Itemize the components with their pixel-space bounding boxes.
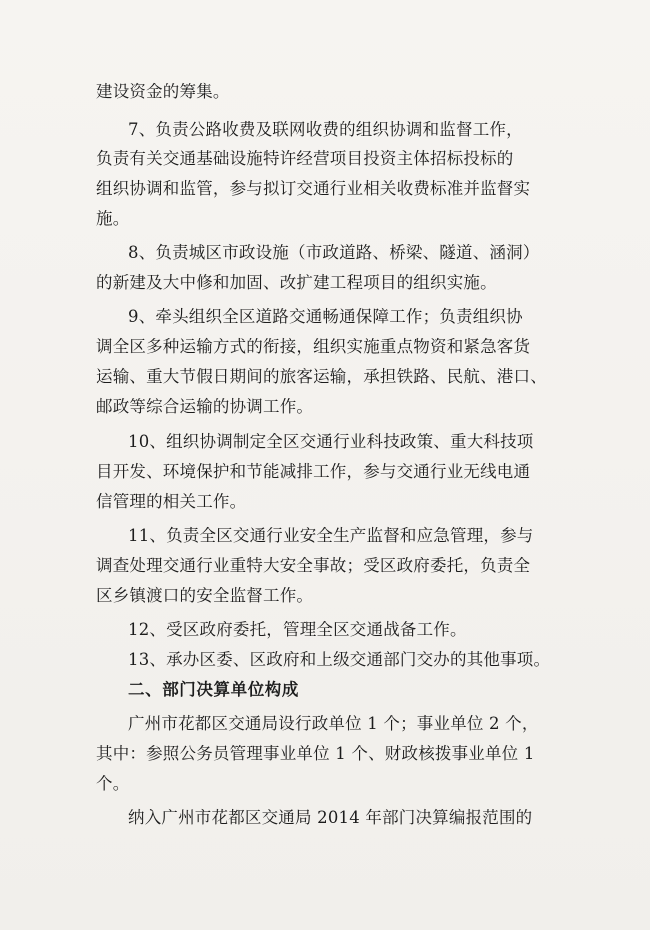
text-line: 10、组织协调制定全区交通行业科技政策、重大科技项 (128, 432, 534, 451)
text-line: 运输、重大节假日期间的旅客运输，承担铁路、民航、港口、 (96, 367, 547, 386)
text-line: 的新建及大中修和加固、改扩建工程项目的组织实施。 (96, 273, 497, 292)
text-line: 13、承办区委、区政府和上级交通部门交办的其他事项。 (128, 650, 551, 669)
text-line: 负责有关交通基础设施特许经营项目投资主体招标投标的 (96, 149, 514, 168)
text-line: 信管理的相关工作。 (96, 492, 247, 511)
text-line: 11、负责全区交通行业安全生产监督和应急管理，参与 (128, 526, 534, 545)
text-line: 7、负责公路收费及联网收费的组织协调和监督工作， (128, 120, 523, 139)
text-line: 邮政等综合运输的协调工作。 (96, 397, 314, 416)
text-line: 8、负责城区市政设施（市政道路、桥梁、隧道、涵洞） (128, 243, 540, 262)
text-line: 其中：参照公务员管理事业单位 1 个、财政核拨事业单位 1 (96, 744, 535, 763)
text-line: 目开发、环境保护和节能减排工作，参与交通行业无线电通 (96, 462, 531, 481)
text-line: 广州市花都区交通局设行政单位 1 个；事业单位 2 个， (128, 714, 539, 733)
text-line: 12、受区政府委托，管理全区交通战备工作。 (128, 620, 467, 639)
text-line: 建设资金的筹集。 (96, 82, 230, 101)
text-line: 施。 (96, 209, 130, 228)
text-line: 调查处理交通行业重特大安全事故；受区政府委托，负责全 (96, 556, 531, 575)
text-line: 个。 (96, 774, 130, 793)
text-line: 9、牵头组织全区道路交通畅通保障工作；负责组织协 (128, 307, 523, 326)
text-line: 区乡镇渡口的安全监督工作。 (96, 586, 314, 605)
section-heading: 二、部门决算单位构成 (128, 680, 299, 699)
text-line: 调全区多种运输方式的衔接，组织实施重点物资和紧急客货 (96, 337, 531, 356)
text-line: 纳入广州市花都区交通局 2014 年部门决算编报范围的 (128, 808, 533, 827)
text-line: 组织协调和监管，参与拟订交通行业相关收费标准并监督实 (96, 179, 531, 198)
